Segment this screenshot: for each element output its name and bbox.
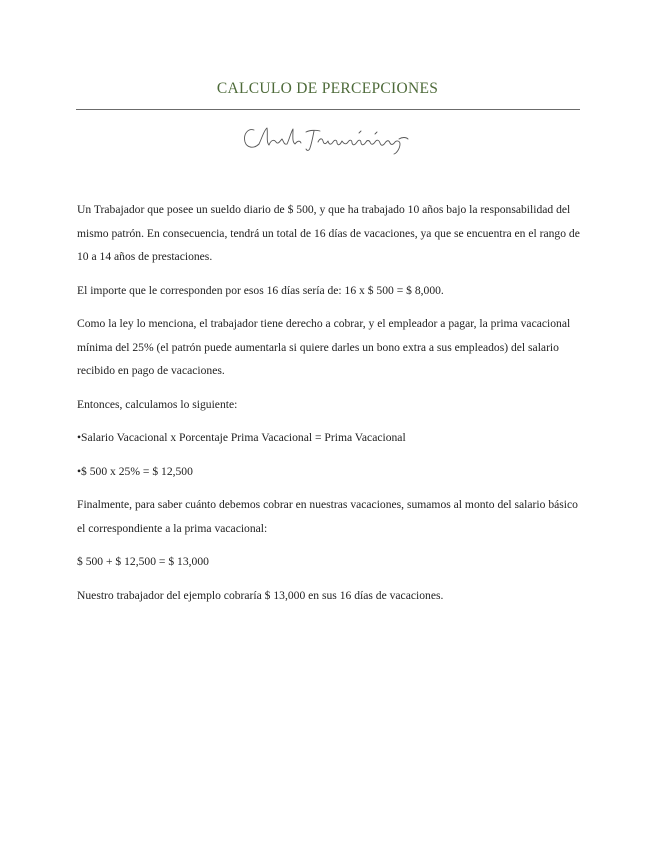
calculation-line: •$ 500 x 25% = $ 12,500 bbox=[77, 464, 193, 478]
paragraph-conclusion: Nuestro trabajador del ejemplo cobraría $ 13,000 en sus 16 días de vacaciones. bbox=[77, 588, 444, 602]
handwritten-caption bbox=[240, 120, 415, 160]
title-divider bbox=[76, 109, 580, 110]
paragraph-finalmente: Finalmente, para saber cuánto debemos cobrar en nuestras vacaciones, sumamos al monto del salario básico el correspondiente a la prima vacacional: bbox=[77, 498, 578, 535]
paragraph-entonces: Entonces, calculamos lo siguiente: bbox=[77, 397, 238, 411]
document-body bbox=[77, 198, 581, 617]
paragraph-importe: El importe que le corresponden por esos 16 días sería de: 16 x $ 500 = $ 8,000. bbox=[77, 283, 444, 297]
paragraph-intro: Un Trabajador que posee un sueldo diario de $ 500, y que ha trabajado 10 años bajo la responsabilidad del mismo patrón. En consecuencia, tendrá un total de 16 días de vacaciones, ya que se encuentra en el rango de 10 a 14 años de prestaciones. bbox=[77, 203, 580, 263]
page-title: CALCULO DE PERCEPCIONES bbox=[216, 80, 439, 97]
sum-line: $ 500 + $ 12,500 = $ 13,000 bbox=[77, 555, 209, 568]
paragraph-prima-vacacional: Como la ley lo menciona, el trabajador tiene derecho a cobrar, y el empleador a pagar, la prima vacacional mínima del 25% (el patrón puede aumentarla si quiere darles un bono extra a sus empleados) del salario recibido en pago de vacaciones. bbox=[77, 317, 571, 377]
formula-line: •Salario Vacacional x Porcentaje Prima Vacacional = Prima Vacacional bbox=[77, 431, 406, 444]
